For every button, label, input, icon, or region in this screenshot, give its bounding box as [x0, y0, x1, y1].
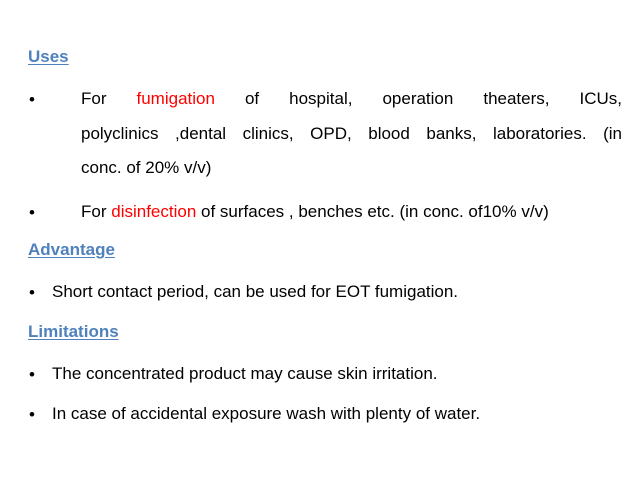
- word: polyclinics: [81, 124, 159, 143]
- word: For: [81, 89, 107, 108]
- uses-item2-prefix: For: [81, 202, 112, 221]
- word: theaters,: [483, 89, 550, 108]
- bullet-symbol: •: [29, 90, 35, 109]
- word: laboratories.: [493, 124, 587, 143]
- uses-item2-suffix: of surfaces , benches etc. (in conc. of10% v/v): [196, 202, 549, 221]
- uses-item1-line1: [81, 89, 622, 109]
- bullet-symbol: •: [29, 405, 35, 424]
- word: clinics,: [242, 124, 294, 143]
- word: banks,: [426, 124, 477, 143]
- bullet-symbol: •: [29, 283, 35, 302]
- word: ,dental: [175, 124, 227, 143]
- heading-limitations: Limitations: [28, 322, 119, 341]
- word: hospital,: [289, 89, 353, 108]
- uses-item1-line3: conc. of 20% v/v): [81, 158, 212, 177]
- word: (in: [603, 124, 622, 143]
- highlight-disinfection: disinfection: [111, 202, 197, 221]
- uses-item2: [81, 202, 549, 222]
- word: of: [244, 89, 260, 108]
- limitations-item2: In case of accidental exposure wash with plenty of water.: [52, 404, 481, 423]
- word: OPD,: [310, 124, 352, 143]
- word: ICUs,: [579, 89, 622, 108]
- word: operation: [382, 89, 454, 108]
- limitations-item1: The concentrated product may cause skin irritation.: [52, 364, 438, 383]
- heading-advantage: Advantage: [28, 240, 115, 259]
- bullet-symbol: •: [29, 365, 35, 384]
- advantage-item1: Short contact period, can be used for EOT fumigation.: [52, 282, 459, 301]
- uses-item1-line2: [81, 124, 622, 144]
- heading-uses: Uses: [28, 47, 69, 66]
- highlight-fumigation: fumigation: [136, 89, 215, 108]
- bullet-symbol: •: [29, 203, 35, 222]
- word: blood: [368, 124, 410, 143]
